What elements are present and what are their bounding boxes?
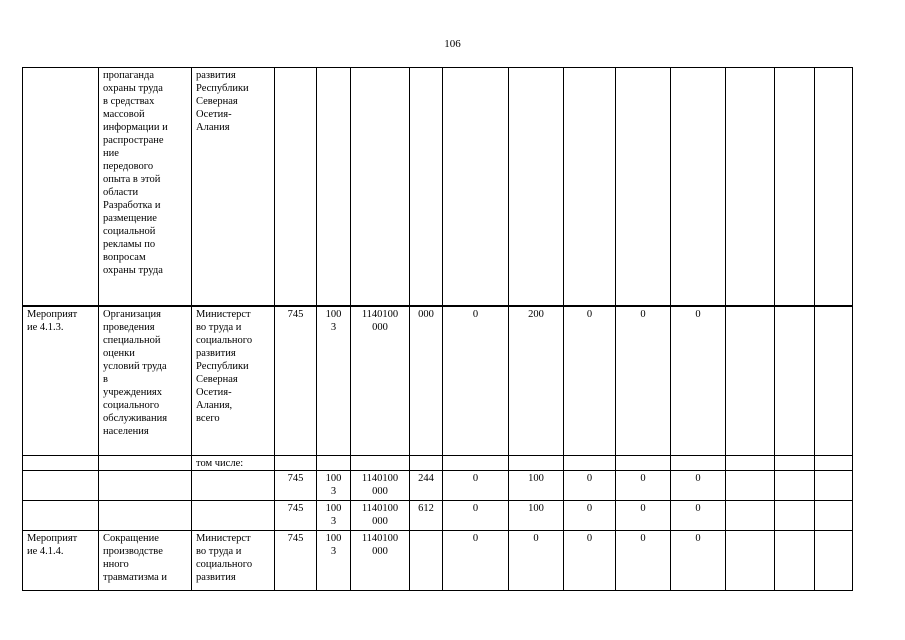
- year-4-cell: 0: [616, 306, 671, 456]
- empty-cell: [726, 306, 775, 456]
- empty-cell: [815, 471, 853, 501]
- year-4-cell: 0: [616, 501, 671, 531]
- grbs-cell: 745: [275, 306, 317, 456]
- table-row: [23, 456, 853, 471]
- rzpr-cell: 100 3: [317, 306, 351, 456]
- empty-cell: [775, 531, 815, 591]
- empty-cell: [726, 531, 775, 591]
- rzpr-cell: [317, 68, 351, 306]
- activity-code-cell: Мероприят ие 4.1.4.: [23, 531, 99, 591]
- year-5-cell: [671, 456, 726, 471]
- activity-name-cell: [99, 501, 192, 531]
- empty-cell: [775, 501, 815, 531]
- empty-cell: [815, 68, 853, 306]
- table-row: [23, 501, 853, 531]
- executor-cell: Министерст во труда и социального развития Республики Северная Осетия- Алания, всего: [192, 306, 275, 456]
- activity-name-cell: Сокращение производстве нного травматизма и: [99, 531, 192, 591]
- empty-cell: [775, 306, 815, 456]
- grbs-cell: 745: [275, 471, 317, 501]
- empty-cell: [775, 471, 815, 501]
- csr-cell: [351, 456, 410, 471]
- year-1-cell: 0: [443, 501, 509, 531]
- year-3-cell: 0: [564, 531, 616, 591]
- empty-cell: [775, 456, 815, 471]
- activity-name-cell: [99, 456, 192, 471]
- grbs-cell: 745: [275, 501, 317, 531]
- vr-cell: [410, 68, 443, 306]
- empty-cell: [775, 68, 815, 306]
- csr-cell: 1140100 000: [351, 306, 410, 456]
- year-5-cell: 0: [671, 501, 726, 531]
- year-2-cell: [509, 456, 564, 471]
- year-1-cell: 0: [443, 531, 509, 591]
- vr-cell: 612: [410, 501, 443, 531]
- year-2-cell: 0: [509, 531, 564, 591]
- vr-cell: [410, 456, 443, 471]
- year-1-cell: [443, 456, 509, 471]
- year-4-cell: 0: [616, 471, 671, 501]
- year-2-cell: 200: [509, 306, 564, 456]
- year-2-cell: [509, 68, 564, 306]
- page-number: 106: [444, 38, 461, 50]
- year-5-cell: [671, 68, 726, 306]
- year-4-cell: 0: [616, 531, 671, 591]
- empty-cell: [815, 531, 853, 591]
- program-activities-table: [22, 67, 853, 591]
- csr-cell: 1140100 000: [351, 501, 410, 531]
- year-2-cell: 100: [509, 501, 564, 531]
- executor-cell: том числе:: [192, 456, 275, 471]
- empty-cell: [815, 306, 853, 456]
- year-2-cell: 100: [509, 471, 564, 501]
- empty-cell: [726, 456, 775, 471]
- activity-code-cell: Мероприят ие 4.1.3.: [23, 306, 99, 456]
- vr-cell: 244: [410, 471, 443, 501]
- activity-code-cell: [23, 501, 99, 531]
- activity-code-cell: [23, 456, 99, 471]
- vr-cell: 000: [410, 306, 443, 456]
- empty-cell: [726, 501, 775, 531]
- activity-code-cell: [23, 68, 99, 306]
- year-1-cell: [443, 68, 509, 306]
- table-row: [23, 68, 853, 306]
- executor-cell: [192, 501, 275, 531]
- executor-cell: развития Республики Северная Осетия- Алания: [192, 68, 275, 306]
- activity-name-cell: пропаганда охраны труда в средствах массовой информации и распростране ние передового опыта в этой области Разработка и размещение социальной рекламы по вопросам охраны труда: [99, 68, 192, 306]
- year-3-cell: [564, 68, 616, 306]
- year-5-cell: 0: [671, 471, 726, 501]
- activity-code-cell: [23, 471, 99, 501]
- csr-cell: 1140100 000: [351, 471, 410, 501]
- year-3-cell: 0: [564, 306, 616, 456]
- csr-cell: 1140100 000: [351, 531, 410, 591]
- table-row: [23, 471, 853, 501]
- table-row: [23, 306, 853, 456]
- year-1-cell: 0: [443, 471, 509, 501]
- vr-cell: [410, 531, 443, 591]
- grbs-cell: [275, 68, 317, 306]
- empty-cell: [726, 471, 775, 501]
- year-5-cell: 0: [671, 306, 726, 456]
- year-3-cell: [564, 456, 616, 471]
- activity-name-cell: Организация проведения специальной оценки условий труда в учреждениях социального обслуживания населения: [99, 306, 192, 456]
- table-row: [23, 531, 853, 591]
- year-4-cell: [616, 456, 671, 471]
- grbs-cell: [275, 456, 317, 471]
- year-1-cell: 0: [443, 306, 509, 456]
- activity-name-cell: [99, 471, 192, 501]
- year-3-cell: 0: [564, 471, 616, 501]
- rzpr-cell: [317, 456, 351, 471]
- empty-cell: [815, 456, 853, 471]
- csr-cell: [351, 68, 410, 306]
- empty-cell: [815, 501, 853, 531]
- rzpr-cell: 100 3: [317, 471, 351, 501]
- empty-cell: [726, 68, 775, 306]
- grbs-cell: 745: [275, 531, 317, 591]
- year-5-cell: 0: [671, 531, 726, 591]
- year-3-cell: 0: [564, 501, 616, 531]
- rzpr-cell: 100 3: [317, 501, 351, 531]
- executor-cell: Министерст во труда и социального развития: [192, 531, 275, 591]
- year-4-cell: [616, 68, 671, 306]
- rzpr-cell: 100 3: [317, 531, 351, 591]
- executor-cell: [192, 471, 275, 501]
